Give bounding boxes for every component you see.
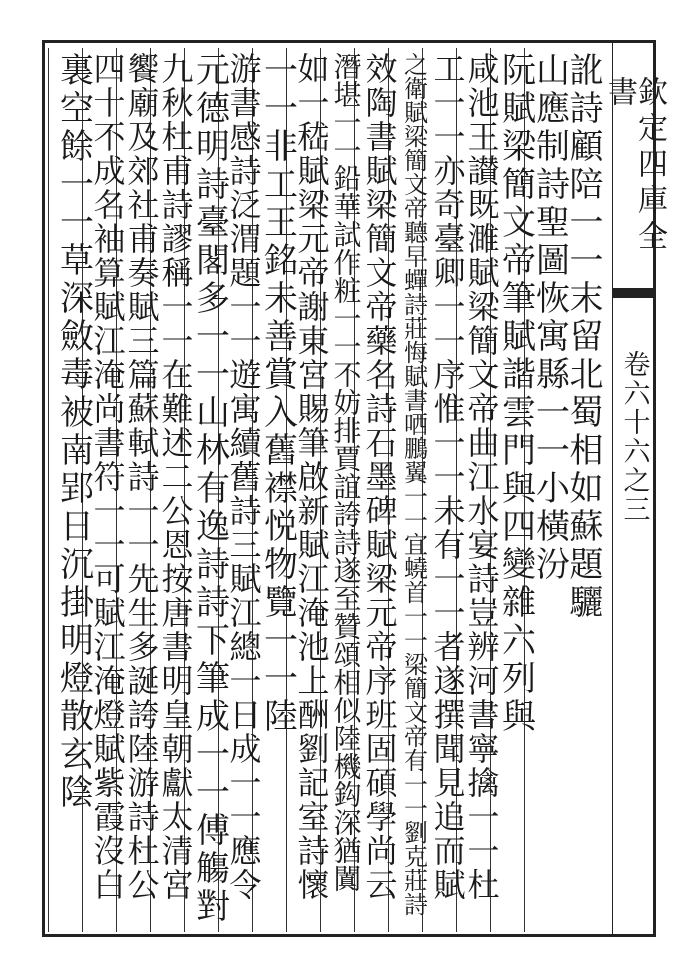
book-title: 欽定四庫全書 <box>602 76 667 256</box>
column-text: 工一一亦奇臺卿一一序惟一一未有一一者遂撰聞見追而賦 <box>428 52 467 902</box>
column-text: 阮賦梁簡文帝筆賦諧雲門與四變雜六列與 <box>495 52 536 736</box>
column-text: 潛堪一一鉛華試作粧一一不妨排賈誼誇詩遂至贊頌相似陸機鈎深猶闐 <box>329 52 363 892</box>
column-text: 訛詩顧陪一一末留北蜀相如蘇題驪 <box>563 52 603 622</box>
column-text: 效陶書賦梁簡文帝藥名詩石墨碑賦梁元帝序班固碩學尚云 <box>360 52 399 902</box>
page-header-column <box>602 40 667 937</box>
fishtail-mark-top <box>613 288 655 298</box>
column-text: 九秋杜甫詩謬稱一一在難述二公恩按唐書明皇朝獻太清宮 <box>156 52 195 902</box>
text-body <box>48 48 608 932</box>
volume-label: 卷六十六之三 <box>618 350 650 524</box>
text-column-16 <box>48 48 98 932</box>
column-text: 裏空餘一一草深斂毒被南郢日沉掛明燈散玄陰 <box>53 52 94 812</box>
column-text: 游書感詩泛渭題一一遊寓續舊詩三賦江總一日成一一應令 <box>224 52 263 902</box>
header-top <box>602 40 667 288</box>
column-text: 元德明詩臺閣多一一山林有逸詩詩下筆成一一傅觴對 <box>189 52 230 926</box>
column-text: 如一嵇賦梁元帝謝東宮賜筆啟新賦江淹池上酬劉記室詩懷 <box>292 52 331 902</box>
column-text: 饗廟及郊社甫奏賦三篇蘇軾詩一一先生多誕誇陸游詩杜公 <box>122 52 161 902</box>
column-text: 咸池王讃既濉賦梁簡文帝曲江水宴詩豈辨河書寧擒一一杜 <box>462 52 501 902</box>
column-text: 山應制詩聖圖恢寓縣一一小橫汾 <box>529 52 570 584</box>
column-text: 之衛賦梁簡文帝聽早蟬詩莊悔賦書哂鵬翼一一宜蟯首一一梁簡文帝有一一劉克莊詩 <box>399 52 428 916</box>
column-text: 一一非工王銘未善賞入舊襟悦物覽一一陸 <box>257 52 298 736</box>
header-bottom <box>613 350 655 610</box>
column-text: 四十不成名袖算賦江淹尚書符一一可賦江淹燈賦紫霞沒白 <box>88 52 127 902</box>
